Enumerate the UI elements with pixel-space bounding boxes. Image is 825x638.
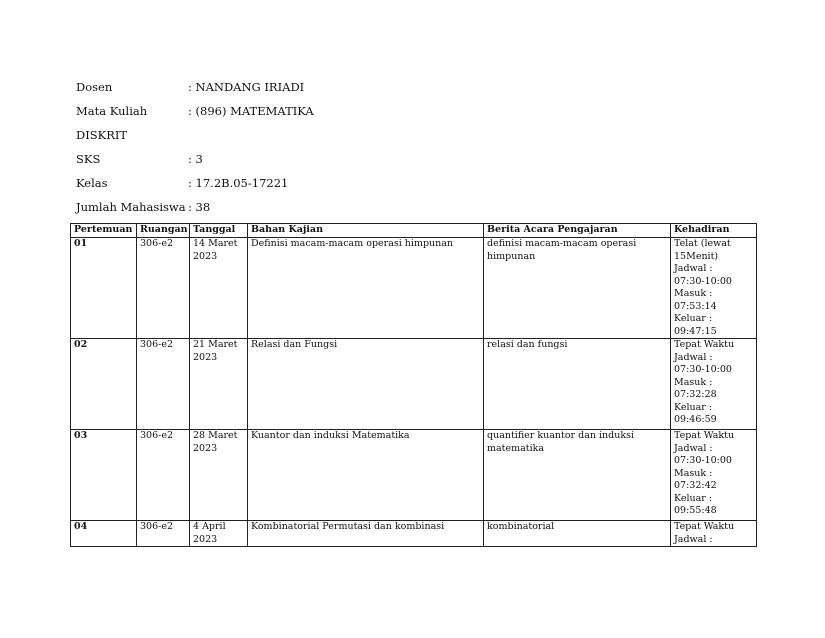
- cell-ruangan: 306-e2: [137, 339, 190, 430]
- kehadiran-line: Jadwal :: [674, 263, 713, 274]
- info-kelas: [76, 176, 288, 190]
- jumlah-label: Jumlah Mahasiswa: [76, 200, 186, 214]
- kehadiran-line: Jadwal :: [674, 442, 713, 454]
- table-row: [71, 238, 757, 339]
- tanggal-line: 21 Maret: [193, 339, 238, 350]
- kehadiran-line: 07:30-10:00: [674, 275, 732, 287]
- cell-tanggal: [190, 339, 248, 430]
- cell-bahan-kajian: Kombinatorial Permutasi dan kombinasi: [248, 521, 484, 547]
- kehadiran-line: 09:46:59: [674, 414, 717, 425]
- kehadiran-line: Jadwal :: [674, 533, 713, 545]
- table-row: [71, 430, 757, 521]
- dosen-label: Dosen: [76, 80, 113, 94]
- diskrit-text: DISKRIT: [76, 128, 128, 142]
- cell-pertemuan: 02: [71, 339, 137, 430]
- cell-tanggal: [190, 521, 248, 547]
- kehadiran-line: Masuk :: [674, 376, 713, 388]
- cell-tanggal: [190, 430, 248, 521]
- info-jumlah-mahasiswa: [76, 200, 210, 214]
- kehadiran-line: Telat (lewat: [674, 238, 731, 249]
- cell-ruangan: 306-e2: [137, 521, 190, 547]
- berita-line: quantifier kuantor dan induksi: [487, 430, 635, 441]
- mata-kuliah-label: Mata Kuliah: [76, 104, 148, 118]
- table-row: [71, 521, 757, 547]
- cell-pertemuan: 01: [71, 238, 137, 339]
- cell-bahan-kajian: Kuantor dan induksi Matematika: [248, 430, 484, 521]
- table-row: [71, 339, 757, 430]
- table-header-row: [71, 224, 757, 238]
- cell-pertemuan: 03: [71, 430, 137, 521]
- sks-value: : 3: [188, 152, 203, 166]
- tanggal-line: 2023: [193, 442, 218, 454]
- kelas-label: Kelas: [76, 176, 108, 190]
- berita-line: relasi dan fungsi: [487, 339, 568, 350]
- cell-tanggal: [190, 238, 248, 339]
- tanggal-line: 2023: [193, 351, 218, 363]
- kehadiran-line: Keluar :: [674, 313, 713, 324]
- berita-line: kombinatorial: [487, 521, 555, 532]
- col-header-bahan-kajian: Bahan Kajian: [248, 224, 484, 238]
- kehadiran-line: 07:30-10:00: [674, 364, 732, 375]
- kehadiran-line: 07:53:14: [674, 300, 717, 312]
- kehadiran-line: Tepat Waktu: [674, 430, 735, 441]
- kehadiran-line: Jadwal :: [674, 351, 713, 363]
- cell-berita-acara: [484, 430, 671, 521]
- mata-kuliah-value: : (896) MATEMATIKA: [188, 104, 314, 118]
- berita-line: himpunan: [487, 250, 536, 262]
- cell-berita-acara: [484, 521, 671, 547]
- kehadiran-line: Masuk :: [674, 288, 713, 299]
- kehadiran-line: Masuk :: [674, 467, 713, 479]
- cell-kehadiran: [671, 430, 757, 521]
- info-sks: [76, 152, 203, 166]
- kehadiran-line: Tepat Waktu: [674, 339, 735, 350]
- info-dosen: [76, 80, 304, 94]
- schedule-table: [70, 223, 757, 547]
- tanggal-line: 2023: [193, 250, 218, 262]
- info-diskrit: [76, 128, 127, 142]
- kehadiran-line: Keluar :: [674, 401, 713, 413]
- cell-berita-acara: [484, 339, 671, 430]
- col-header-tanggal: Tanggal: [190, 224, 248, 238]
- cell-ruangan: 306-e2: [137, 430, 190, 521]
- col-header-ruangan: Ruangan: [137, 224, 190, 238]
- kehadiran-line: Keluar :: [674, 492, 713, 504]
- cell-kehadiran: [671, 238, 757, 339]
- col-header-kehadiran: Kehadiran: [671, 224, 757, 238]
- jumlah-value: : 38: [188, 200, 211, 214]
- cell-ruangan: 306-e2: [137, 238, 190, 339]
- kehadiran-line: 15Menit): [674, 250, 719, 262]
- kehadiran-line: 07:32:42: [674, 480, 717, 491]
- cell-kehadiran: [671, 521, 757, 547]
- kehadiran-line: Tepat Waktu: [674, 521, 735, 532]
- cell-kehadiran: [671, 339, 757, 430]
- cell-berita-acara: [484, 238, 671, 339]
- kehadiran-line: 07:32:28: [674, 389, 717, 400]
- info-mata-kuliah: [76, 104, 314, 118]
- kehadiran-line: 09:55:48: [674, 505, 717, 516]
- tanggal-line: 4 April: [193, 521, 226, 532]
- tanggal-line: 28 Maret: [193, 430, 238, 441]
- cell-pertemuan: 04: [71, 521, 137, 547]
- sks-label: SKS: [76, 152, 101, 166]
- tanggal-line: 2023: [193, 533, 218, 545]
- col-header-berita-acara: Berita Acara Pengajaran: [484, 224, 671, 238]
- kehadiran-line: 07:30-10:00: [674, 455, 732, 466]
- col-header-pertemuan: Pertemuan: [71, 224, 137, 238]
- cell-bahan-kajian: Definisi macam-macam operasi himpunan: [248, 238, 484, 339]
- dosen-value: : NANDANG IRIADI: [188, 80, 305, 94]
- berita-line: matematika: [487, 442, 545, 454]
- tanggal-line: 14 Maret: [193, 238, 238, 249]
- kehadiran-line: 09:47:15: [674, 325, 717, 337]
- cell-bahan-kajian: Relasi dan Fungsi: [248, 339, 484, 430]
- berita-line: definisi macam-macam operasi: [487, 238, 637, 249]
- kelas-value: : 17.2B.05-17221: [188, 176, 289, 190]
